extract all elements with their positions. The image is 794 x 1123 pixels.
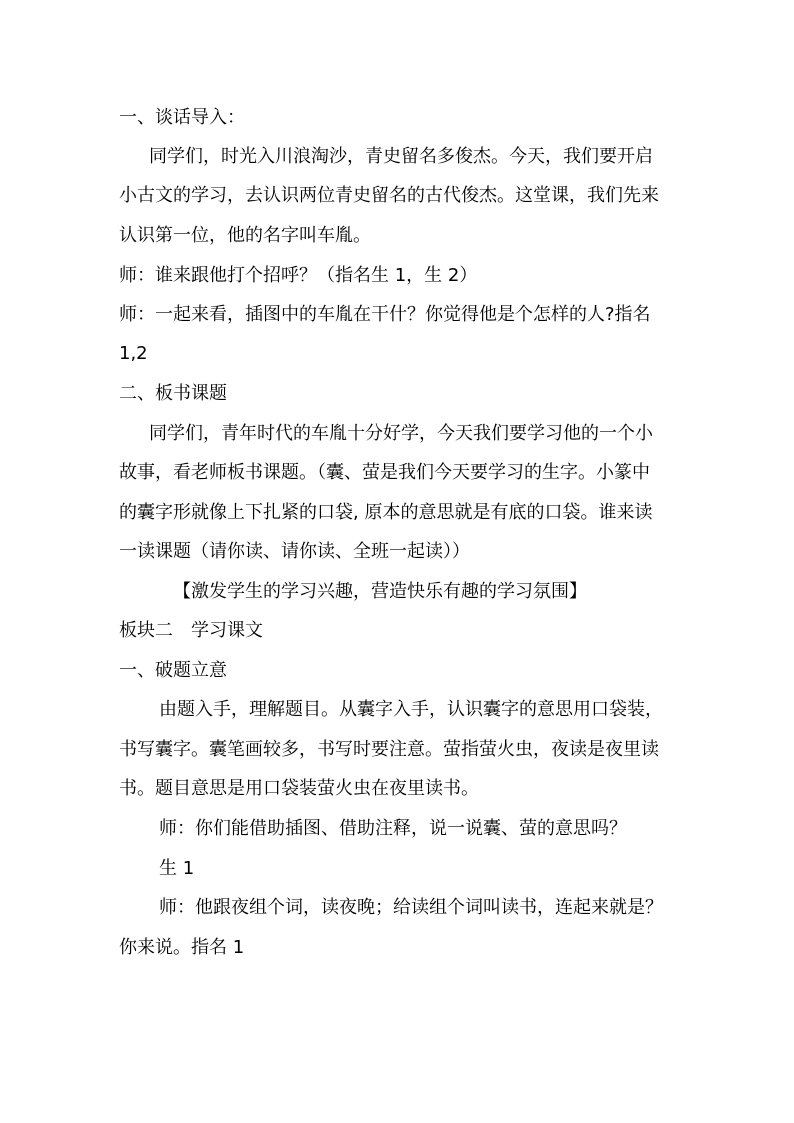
teaching-goal-note: 【激发学生的学习兴趣，营造快乐有趣的学习氛围】: [173, 581, 587, 602]
dialogue-line: 师：他跟夜组个词，读夜晚；给读组个词叫读书，连起来就是？: [159, 897, 663, 918]
dialogue-line: 师：你们能借助插图、借助注释，说一说囊、萤的意思吗？: [159, 818, 627, 839]
section-heading-title-meaning: 一、破题立意: [119, 660, 227, 681]
dialogue-line: 生 1: [159, 858, 195, 879]
section-heading-title: 二、板书课题: [119, 383, 227, 404]
paragraph-line: 同学们，青年时代的车胤十分好学，今天我们要学习他的一个小: [149, 423, 653, 444]
dialogue-line: 师：谁来跟他打个招呼？（指名生 1，生 2）: [119, 265, 478, 286]
paragraph-line: 故事，看老师板书课题。（囊、萤是我们今天要学习的生字。小篆中: [119, 462, 650, 483]
paragraph-line: 一读课题（请你读、请你读、全班一起读））: [119, 541, 470, 562]
paragraph-line: 书。题目意思是用口袋装萤火虫在夜里读书。: [119, 778, 479, 799]
paragraph-line: 认识第一位，他的名字叫车胤。: [119, 225, 371, 246]
section-heading-intro: 一、谈话导入：: [119, 107, 245, 128]
dialogue-line: 1,2: [119, 343, 148, 364]
paragraph-line: 的囊字形就像上下扎紧的口袋, 原本的意思就是有底的口袋。谁来读: [119, 502, 653, 523]
paragraph-line: 小古文的学习，去认识两位青史留名的古代俊杰。这堂课，我们先来: [119, 185, 659, 206]
dialogue-line: 师：一起来看，插图中的车胤在干什？你觉得他是个怎样的人?指名: [119, 304, 651, 325]
section-heading-block-two: 板块二 学习课文: [119, 620, 263, 641]
paragraph-line: 由题入手，理解题目。从囊字入手，认识囊字的意思用口袋装，: [159, 699, 663, 720]
dialogue-line: 你来说。指名 1: [119, 937, 245, 958]
paragraph-line: 同学们，时光入川浪淘沙，青史留名多俊杰。今天，我们要开启: [149, 146, 653, 167]
paragraph-line: 书写囊字。囊笔画较多，书写时要注意。萤指萤火虫，夜读是夜里读: [119, 739, 659, 760]
